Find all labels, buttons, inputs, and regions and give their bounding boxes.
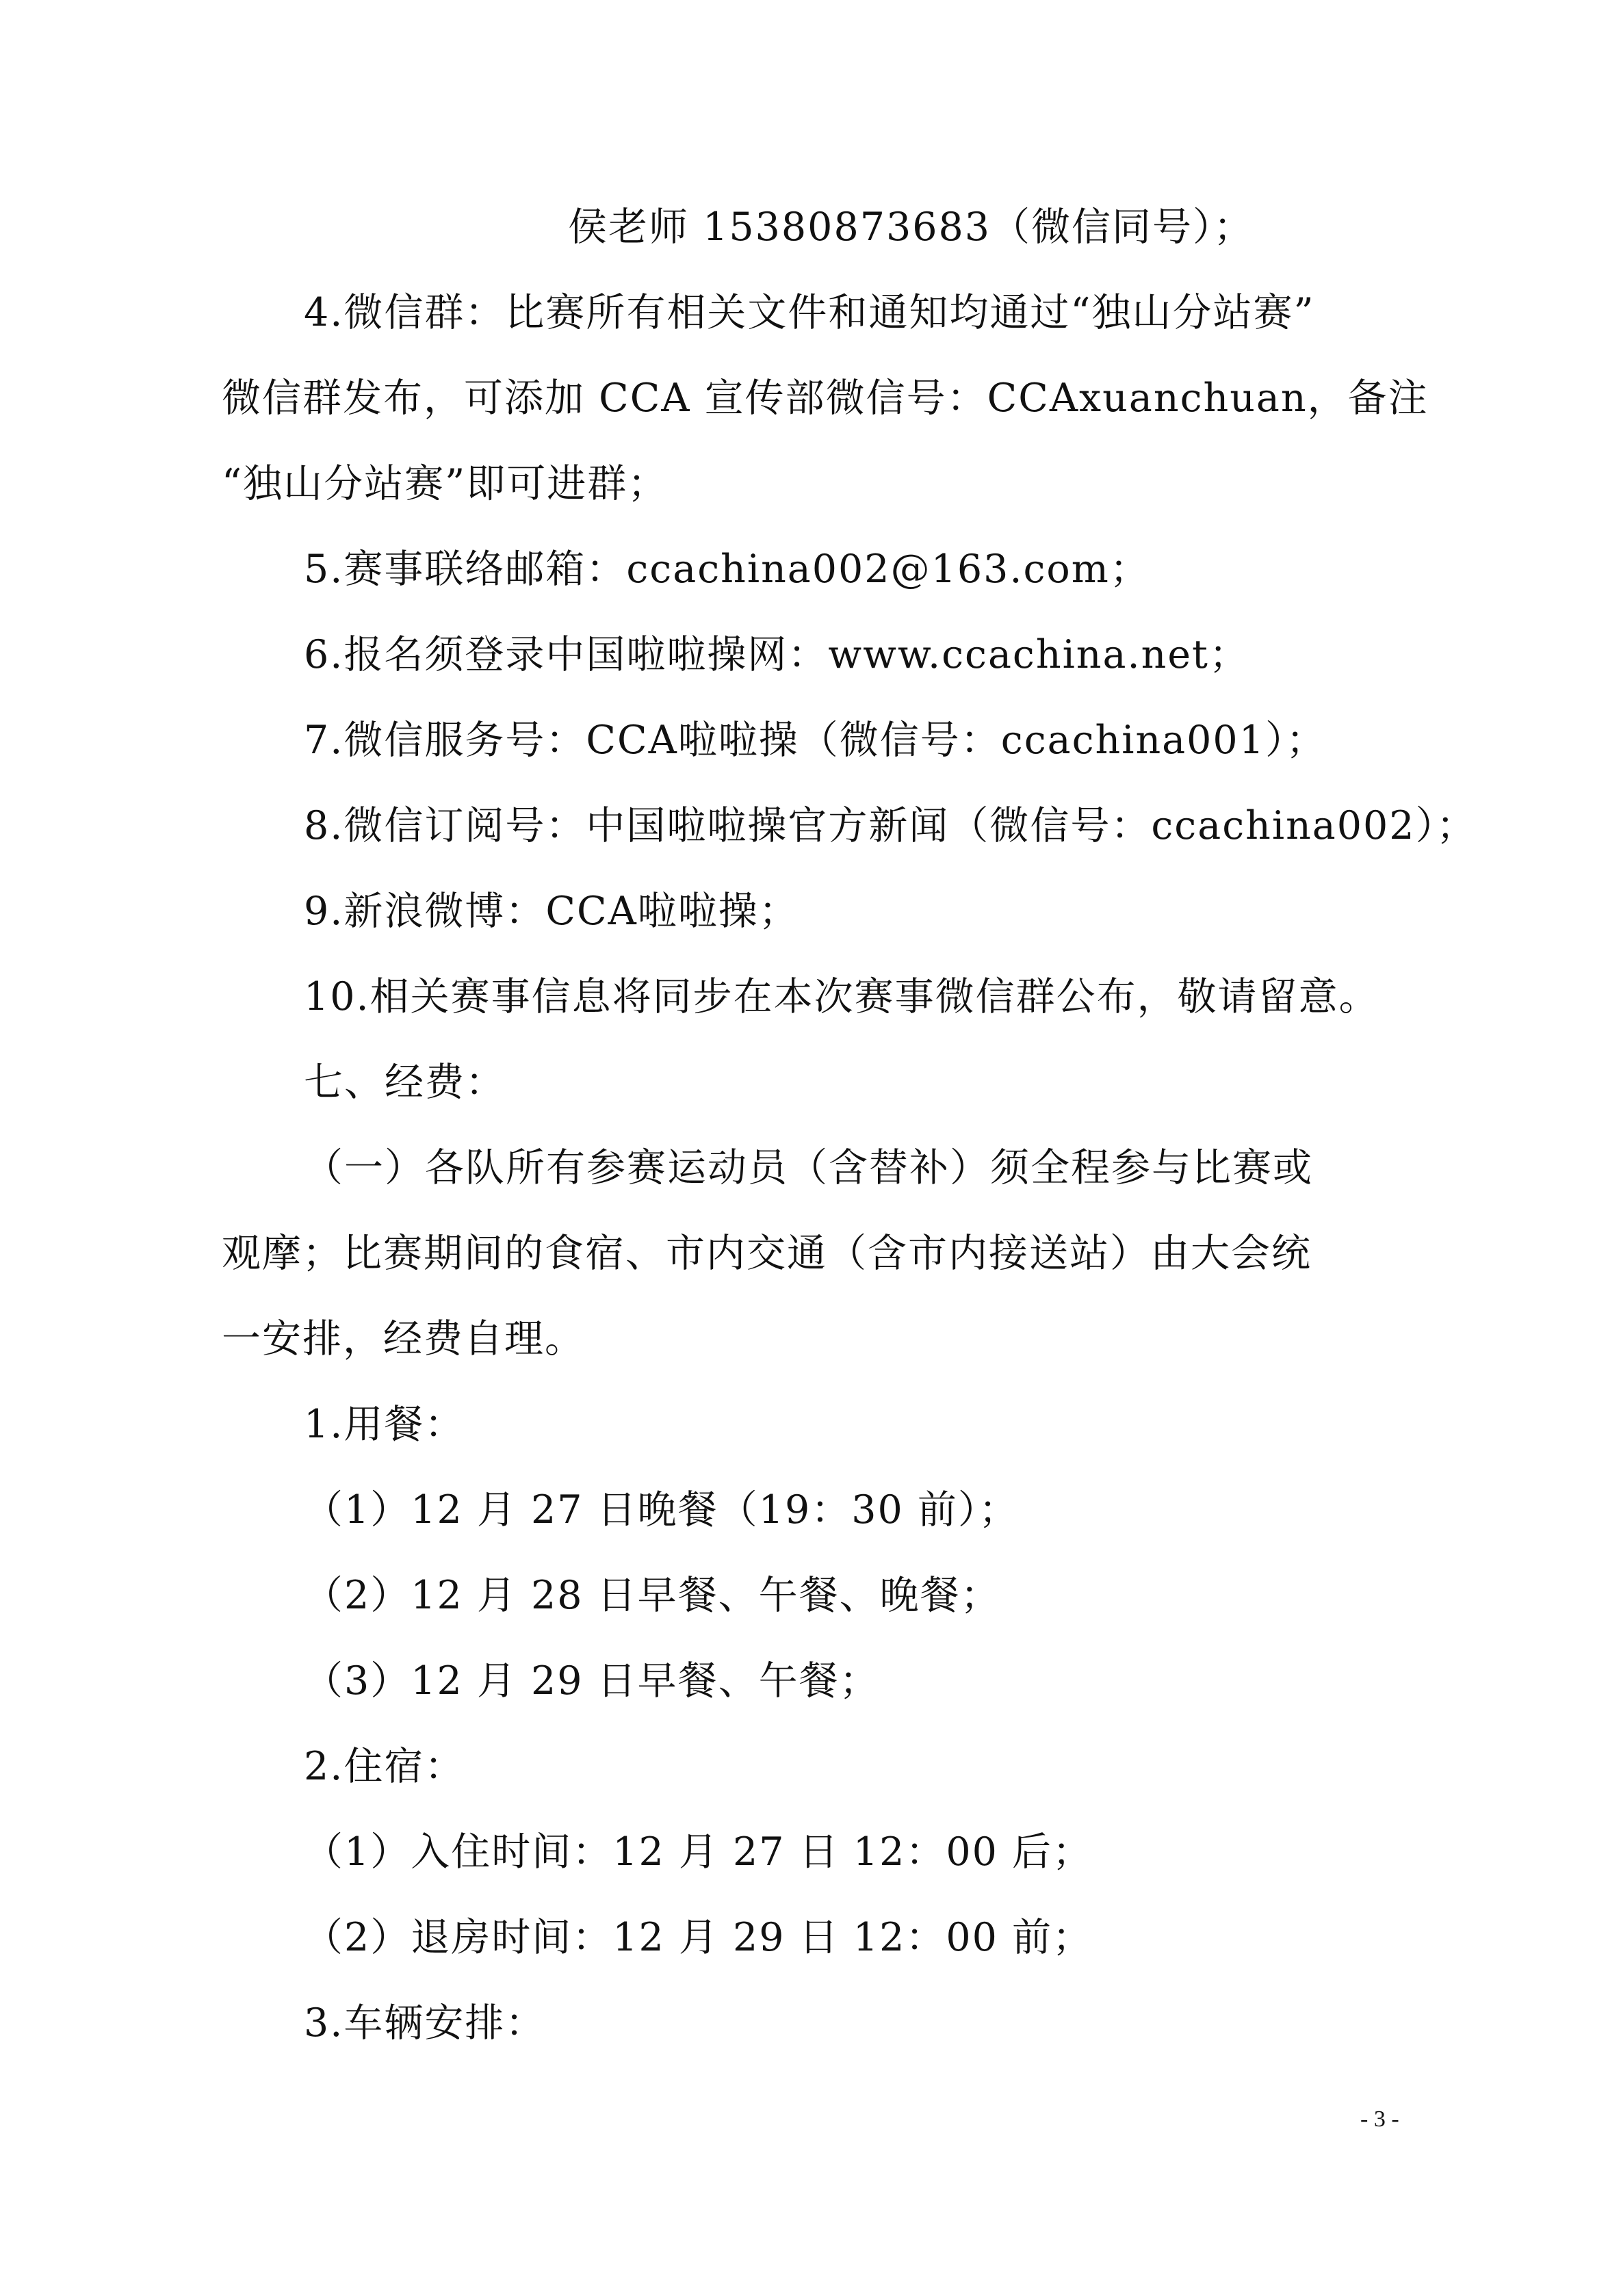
expenses-paragraph-line-1: （一）各队所有参赛运动员（含替补）须全程参与比赛或 <box>304 1145 1313 1190</box>
wechat-group-line-3: “独山分站赛”即可进群； <box>222 461 669 506</box>
section-heading-expenses: 七、经费： <box>304 1060 506 1105</box>
expenses-paragraph-line-2: 观摩；比赛期间的食宿、市内交通（含市内接送站）由大会统 <box>222 1231 1312 1276</box>
weibo-line: 9.新浪微博：CCA啦啦操； <box>304 889 799 934</box>
check-out-line: （2）退房时间：12 月 29 日 12：00 前； <box>304 1915 1093 1960</box>
accommodation-heading: 2.住宿： <box>304 1744 465 1789</box>
notice-line: 10.相关赛事信息将同步在本次赛事微信群公布，敬请留意。 <box>304 974 1379 1019</box>
page-number: - 3 - <box>1360 2106 1399 2132</box>
contact-line: 侯老师 15380873683（微信同号）； <box>568 205 1254 250</box>
expenses-paragraph-line-3: 一安排，经费自理。 <box>222 1316 585 1361</box>
wechat-subscription-line: 8.微信订阅号：中国啦啦操官方新闻（微信号：ccachina002）； <box>304 803 1477 848</box>
check-in-line: （1）入住时间：12 月 27 日 12：00 后； <box>304 1829 1093 1875</box>
wechat-group-line-1: 4.微信群：比赛所有相关文件和通知均通过“独山分站赛” <box>304 290 1315 335</box>
email-line: 5.赛事联络邮箱：ccachina002@163.com； <box>304 547 1150 592</box>
meals-heading: 1.用餐： <box>304 1402 465 1447</box>
wechat-service-line: 7.微信服务号：CCA啦啦操（微信号：ccachina001）； <box>304 718 1327 763</box>
registration-line: 6.报名须登录中国啦啦操网：www.ccachina.net； <box>304 632 1249 677</box>
meal-item-1: （1）12 月 27 日晚餐（19：30 前）； <box>304 1487 1020 1532</box>
vehicle-heading: 3.车辆安排： <box>304 2000 546 2046</box>
wechat-group-line-2: 微信群发布，可添加 CCA 宣传部微信号：CCAxuanchuan，备注 <box>222 376 1429 421</box>
meal-item-2: （2）12 月 28 日早餐、午餐、晚餐； <box>304 1573 1001 1618</box>
meal-item-3: （3）12 月 29 日早餐、午餐； <box>304 1658 880 1704</box>
